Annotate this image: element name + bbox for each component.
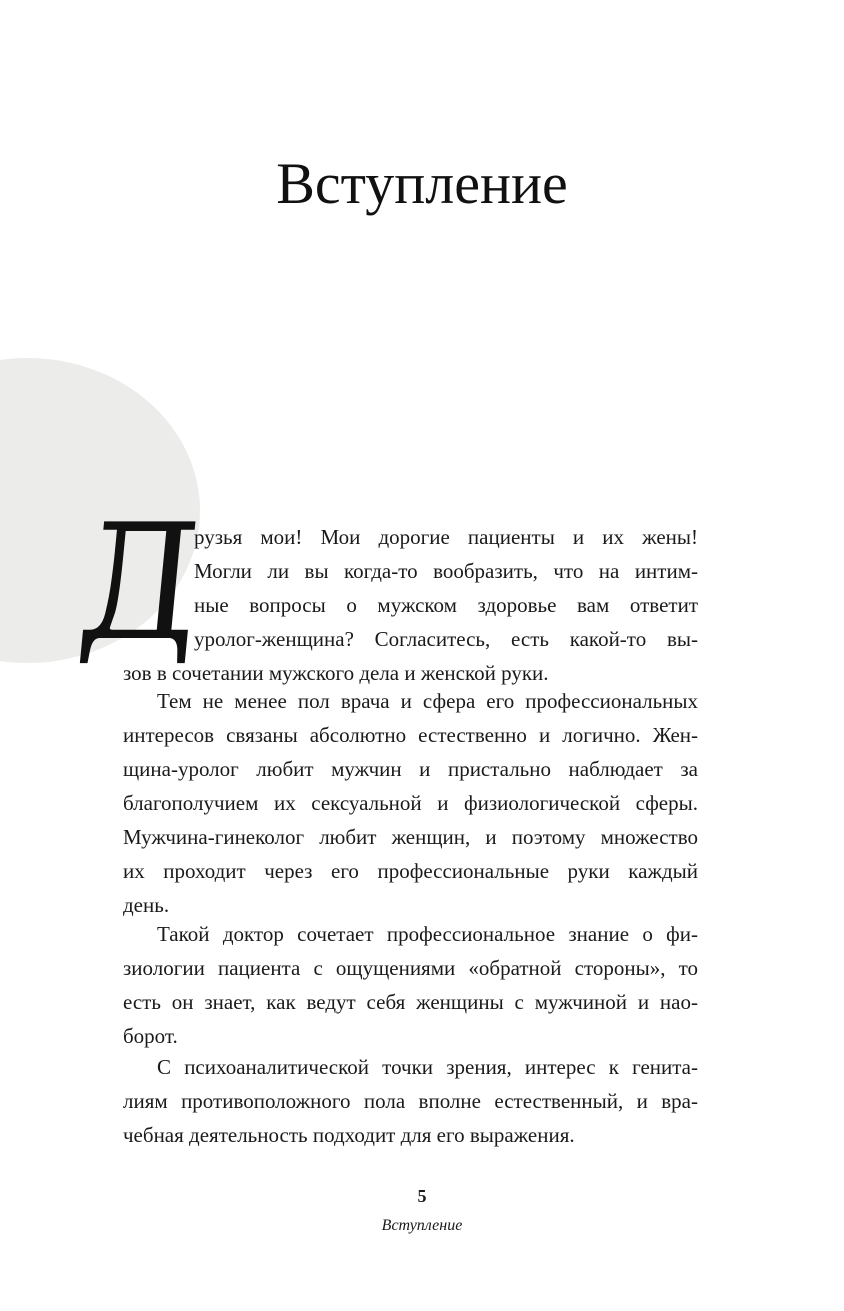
paragraph-3 <box>123 917 698 1053</box>
text-line: день. <box>123 893 170 917</box>
text-line: С психоаналитической точки зрения, интерес к генита- <box>157 1055 698 1079</box>
text-line: Тем не менее пол врача и сфера его профессиональных <box>157 689 698 713</box>
text-line: зиологии пациента с ощущениями «обратной стороны», то <box>123 956 698 980</box>
text-line: зов в сочетании мужского дела и женской руки. <box>123 661 549 685</box>
text-line: благополучием их сексуальной и физиологической сферы. <box>123 791 698 815</box>
text-line: ные вопросы о мужском здоровье вам ответит <box>194 593 698 617</box>
page-number: 5 <box>417 1186 427 1206</box>
paragraph-4 <box>123 1050 698 1152</box>
text-line: Такой доктор сочетает профессиональное знание о фи- <box>157 922 698 946</box>
paragraph-2-body <box>123 684 698 922</box>
text-line: щина-уролог любит мужчин и пристально наблюдает за <box>123 757 698 781</box>
text-line: чебная деятельность подходит для его выражения. <box>123 1123 575 1147</box>
text-line: лиям противоположного пола вполне естественный, и вра- <box>123 1089 698 1113</box>
text-line: уролог-женщина? Согласитесь, есть какой-то вы- <box>194 627 698 651</box>
text-line: рузья мои! Мои дорогие пациенты и их жены! <box>194 525 698 549</box>
text-line: их проходит через его профессиональные руки каждый <box>123 859 698 883</box>
text-line: есть он знает, как ведут себя женщины с мужчиной и нао- <box>123 990 698 1014</box>
running-footer-title: Вступление <box>381 1217 463 1234</box>
paragraph-1 <box>123 520 698 690</box>
text-line: интересов связаны абсолютно естественно и логично. Жен- <box>123 723 698 747</box>
drop-cap-letter: Д <box>71 489 210 676</box>
text-line: Могли ли вы когда-то вообразить, что на интим- <box>194 559 698 583</box>
chapter-title: Вступление <box>276 151 568 216</box>
text-line: борот. <box>123 1024 178 1048</box>
text-line: Мужчина-гинеколог любит женщин, и поэтому множество <box>123 825 698 849</box>
